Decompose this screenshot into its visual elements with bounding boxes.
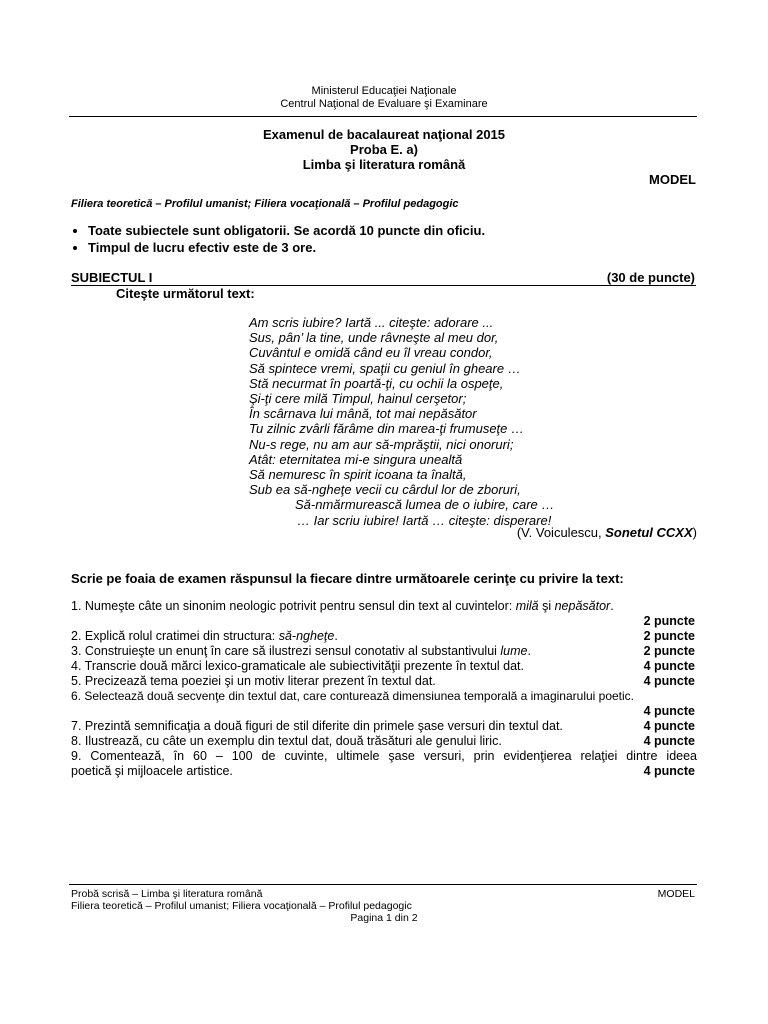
exam-title: Examenul de bacalaureat naţional 2015 [262,127,506,142]
q3-word: lume [500,644,528,658]
poem-line: Să spintece vremi, spaţii cu geniul în gheare … [249,360,521,376]
question-7: 7. Prezintă semnificaţia a două figuri de stil diferite din primele şase versuri din textul dat. [71,719,563,733]
q9-points: 4 puncte [643,764,695,778]
poem-line: Şi-ţi cere milă Timpul, hainul cerşetor; [249,391,467,407]
footer-filiera: Filiera teoretică – Profilul umanist; Filiera vocaţională – Profilul pedagogic [71,900,412,912]
q1-dot: . [610,599,614,613]
footer-divider [69,884,697,885]
source-work: Sonetul CCXX [605,525,693,540]
center-name: Centrul Naţional de Evaluare şi Examinare [280,98,488,110]
q3-dot: . [527,644,531,658]
poem-source [517,525,697,540]
q2-dot: . [334,629,338,643]
q1-word1: milă [515,599,539,613]
header-divider [69,116,697,117]
instruction-item: • Timpul de lucru efectiv este de 3 ore. [88,239,708,256]
q1-text: 1. Numeşte câte un sinonim neologic potrivit pentru sensul din text al cuvintelor: [71,599,516,613]
subiect-points: (30 de puncte) [606,270,695,285]
question-4: 4. Transcrie două mărci lexico-gramaticale ale subiectivităţii prezente în textul dat. [71,659,524,673]
source-author: (V. Voiculescu, [516,525,606,540]
instructions-list [70,222,708,256]
poem-line: Să-nmărmurească lumea de o iubire, care … [295,497,555,513]
q1-points: 2 puncte [643,614,695,628]
q4-points: 4 puncte [643,659,695,673]
poem-line: Sub ea să-ngheţe vecii cu cârdul lor de zboruri, [249,482,521,498]
q3-text: 3. Construieşte un enunţ în care să ilustrezi sensul conotativ al substantivului [71,644,501,658]
q3-points: 2 puncte [643,644,695,658]
q8-points: 4 puncte [643,734,695,748]
model-label: MODEL [649,172,696,187]
reading-prompt: Citeşte următorul text: [116,286,255,301]
ministry-name: Ministerul Educaţiei Naţionale [311,85,457,97]
exam-subject: Limba şi literatura română [302,157,466,172]
q2-points: 2 puncte [643,629,695,643]
q1-and: şi [538,599,555,613]
poem-line: Sus, pân’ la tine, unde râvneşte al meu dor, [249,330,499,346]
question-5: 5. Precizează tema poeziei şi un motiv literar prezent în textul dat. [71,674,436,688]
question-3 [71,644,531,659]
filiera-line: Filiera teoretică – Profilul umanist; Filiera vocaţională – Profilul pedagogic [71,198,459,210]
source-close: ) [692,525,697,540]
question-2 [71,629,338,644]
q1-word2: nepăsător [554,599,611,613]
question-8: 8. Ilustrează, cu câte un exemplu din textul dat, două trăsături ale genului liric. [71,734,502,748]
subiect-title: SUBIECTUL I [71,270,153,285]
poem-line: Tu zilnic zvârli fărâme din marea-ţi frumuseţe … [249,421,525,437]
q7-points: 4 puncte [643,719,695,733]
q6-points: 4 puncte [643,704,695,718]
footer-model: MODEL [657,888,695,900]
instruction-item: • Toate subiectele sunt obligatorii. Se acordă 10 puncte din oficiu. [88,222,708,239]
q5-points: 4 puncte [643,674,695,688]
poem [249,315,709,528]
poem-line: În scârnava lui mână, tot mai nepăsător [249,406,477,422]
q2-word: să-ngheţe [278,629,335,643]
footer-page: Pagina 1 din 2 [350,912,418,924]
question-9-line1: 9. Comentează, în 60 – 100 de cuvinte, ultimele şase versuri, prin evidenţierea relaţiei dintre ideea [71,749,697,763]
poem-line: Atât: eternitatea mi-e singura unealtă [249,451,463,467]
exam-proba: Proba E. a) [350,142,418,157]
task-heading: Scrie pe foaia de examen răspunsul la fiecare dintre următoarele cerinţe cu privire la text: [71,571,624,586]
question-1 [71,599,614,614]
question-9-line2: poetică şi mijloacele artistice. [71,764,233,778]
question-6: 6. Selectează două secvenţe din textul dat, care conturează dimensiunea temporală a imaginarului poetic. [71,689,635,703]
poem-line: Să nemuresc în spirit icoana ta înaltă, [249,467,467,483]
q2-text: 2. Explică rolul cratimei din structura: [71,629,279,643]
poem-line: Cuvântul e omidă când eu îl vreau condor, [249,345,493,361]
poem-line: Stă necurmat în poartă-ţi, cu ochii la ospeţe, [249,375,504,391]
poem-line: … Iar scriu iubire! Iartă … citeşte: disperare! [297,512,552,528]
footer-proba: Probă scrisă – Limba şi literatura română [71,888,263,900]
poem-line: Am scris iubire? Iartă ... citeşte: adorare ... [249,315,494,330]
poem-line: Nu-s rege, nu am aur să-mprăştii, nici onoruri; [249,436,514,452]
